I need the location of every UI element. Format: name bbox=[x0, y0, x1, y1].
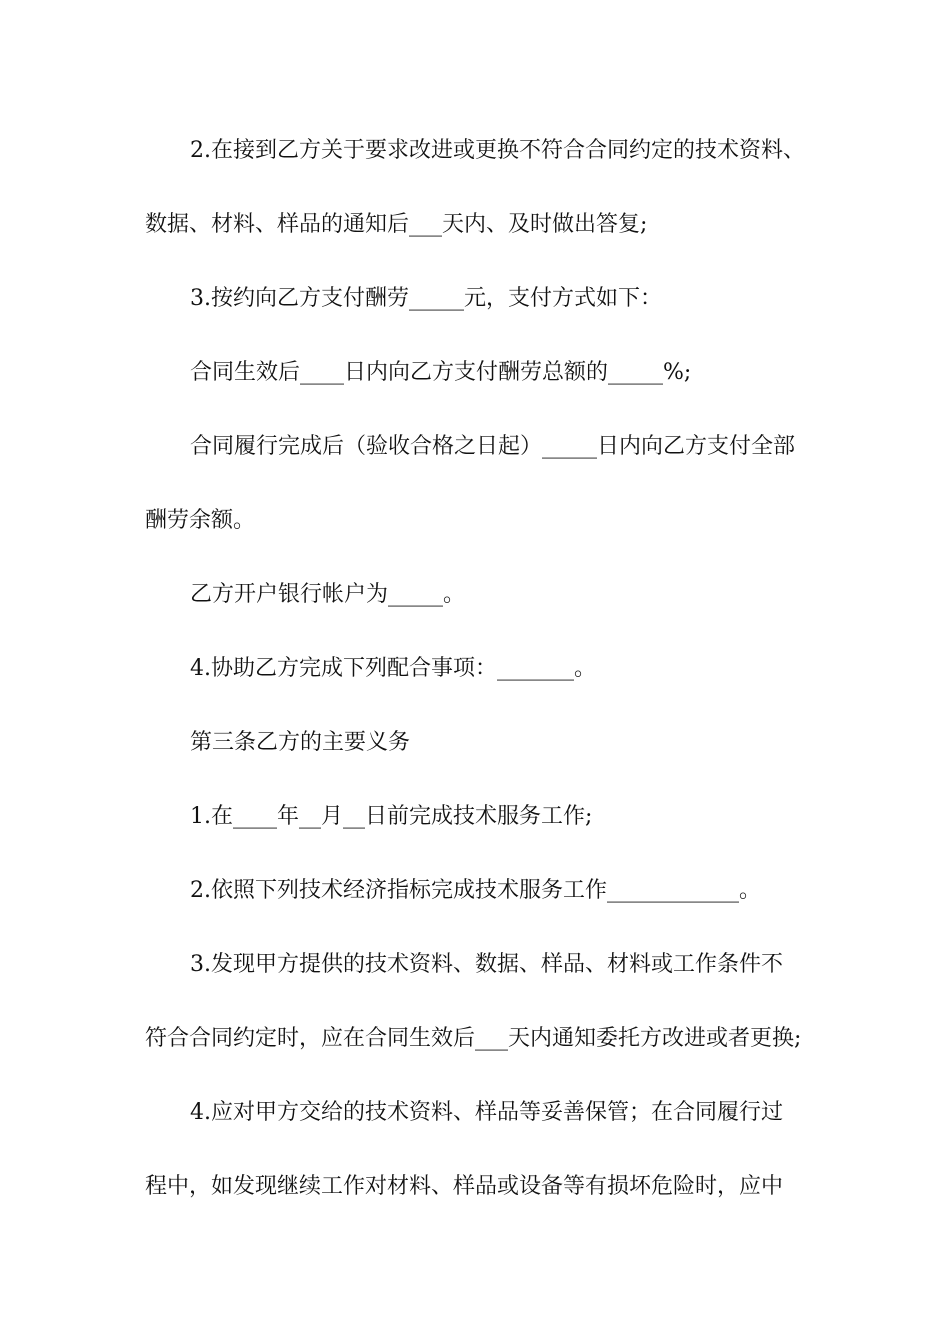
paragraph-line: 3.按约向乙方支付酬劳_____元，支付方式如下： bbox=[190, 286, 662, 311]
paragraph-line: 乙方开户银行帐户为_____。 bbox=[190, 582, 466, 607]
paragraph-line: 符合合同约定时，应在合同生效后___天内通知委托方改进或者更换; bbox=[145, 1026, 802, 1051]
paragraph-line: 2.在接到乙方关于要求改进或更换不符合合同约定的技术资料、 bbox=[190, 138, 805, 163]
paragraph-line: 酬劳余额。 bbox=[145, 508, 256, 533]
paragraph-line: 4.应对甲方交给的技术资料、样品等妥善保管；在合同履行过 bbox=[190, 1100, 783, 1125]
section-heading: 第三条乙方的主要义务 bbox=[190, 730, 411, 755]
paragraph-line: 4.协助乙方完成下列配合事项：_______。 bbox=[190, 656, 596, 681]
paragraph-line: 3.发现甲方提供的技术资料、数据、样品、材料或工作条件不 bbox=[190, 952, 783, 977]
paragraph-line: 合同履行完成后（验收合格之日起）_____日内向乙方支付全部 bbox=[190, 434, 796, 459]
paragraph-line: 合同生效后____日内向乙方支付酬劳总额的_____%; bbox=[190, 360, 692, 385]
paragraph-line: 1.在____年__月__日前完成技术服务工作; bbox=[190, 804, 593, 829]
paragraph-line: 程中，如发现继续工作对材料、样品或设备等有损坏危险时，应中 bbox=[145, 1174, 784, 1199]
paragraph-line: 数据、材料、样品的通知后___天内、及时做出答复; bbox=[145, 212, 648, 237]
paragraph-line: 2.依照下列技术经济指标完成技术服务工作____________。 bbox=[190, 878, 761, 903]
